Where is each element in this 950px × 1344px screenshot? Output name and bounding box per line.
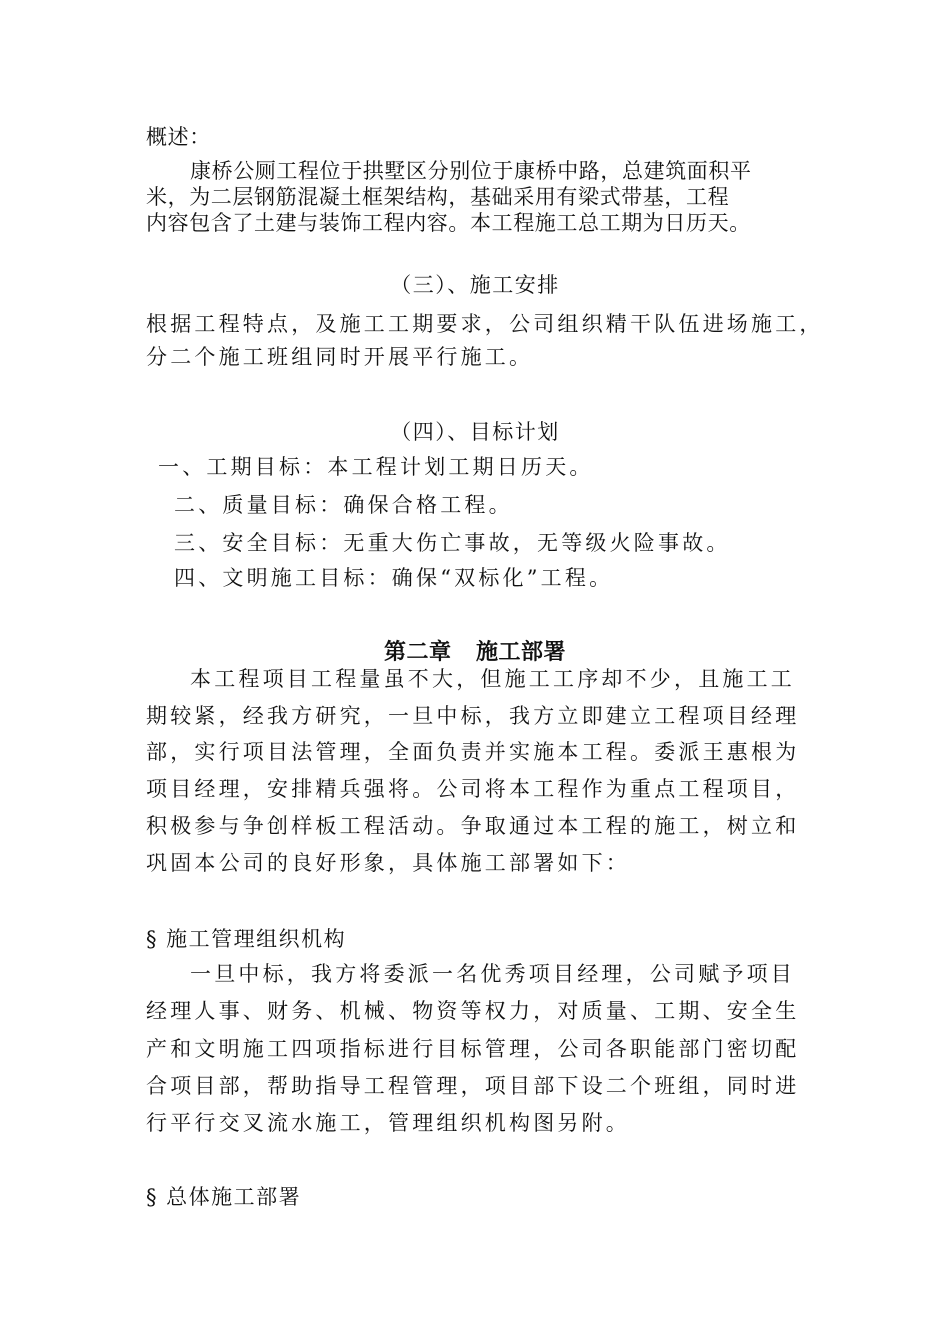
- goal-item-3: 三、安全目标：无重大伤亡事故，无等级火险事故。: [174, 531, 731, 555]
- org-line-3: 产和文明施工四项指标进行目标管理，公司各职能部门密切配: [146, 1037, 800, 1061]
- chapter-title: 第二章 施工部署: [384, 639, 566, 665]
- goal-item-4: 四、文明施工目标：确保“双标化”工程。: [174, 566, 614, 590]
- section3-line-1: 根据工程特点，及施工工期要求，公司组织精干队伍进场施工，: [146, 312, 824, 336]
- org-line-2: 经理人事、财务、机械、物资等权力，对质量、工期、安全生: [146, 999, 800, 1023]
- overview-line-3: 内容包含了土建与装饰工程内容。本工程施工总工期为日历天。: [146, 211, 751, 235]
- overview-line-1: 康桥公厕工程位于拱墅区分别位于康桥中路，总建筑面积平: [190, 159, 752, 183]
- org-line-5: 行平行交叉流水施工，管理组织机构图另附。: [146, 1111, 630, 1135]
- chapter2-line-5: 积极参与争创样板工程活动。争取通过本工程的施工，树立和: [146, 814, 800, 838]
- overview-line-2: 米，为二层钢筋混凝土框架结构，基础采用有梁式带基，工程: [146, 185, 730, 209]
- chapter2-line-1: 本工程项目工程量虽不大，但施工工序却不少，且施工工: [190, 667, 795, 691]
- goal-item-1: 一、工期目标：本工程计划工期日历天。: [158, 455, 594, 479]
- overall-heading: § 总体施工部署: [146, 1185, 302, 1209]
- chapter2-line-4: 项目经理，安排精兵强将。公司将本工程作为重点工程项目，: [146, 777, 800, 801]
- org-line-4: 合项目部，帮助指导工程管理，项目部下设二个班组，同时进: [146, 1074, 800, 1098]
- chapter2-line-2: 期较紧，经我方研究，一旦中标，我方立即建立工程项目经理: [146, 704, 800, 728]
- chapter2-line-6: 巩固本公司的良好形象，具体施工部署如下：: [146, 851, 630, 875]
- overview-heading: 概述：: [146, 125, 211, 149]
- org-heading: § 施工管理组织机构: [146, 927, 347, 951]
- org-line-1: 一旦中标，我方将委派一名优秀项目经理，公司赋予项目: [190, 962, 795, 986]
- section4-title: （四）、目标计划: [390, 420, 560, 444]
- goal-item-2: 二、质量目标：确保合格工程。: [174, 493, 513, 517]
- section3-title: （三）、施工安排: [390, 273, 560, 297]
- chapter2-line-3: 部，实行项目法管理，全面负责并实施本工程。委派王惠根为: [146, 740, 800, 764]
- section3-line-2: 分二个施工班组同时开展平行施工。: [146, 345, 534, 369]
